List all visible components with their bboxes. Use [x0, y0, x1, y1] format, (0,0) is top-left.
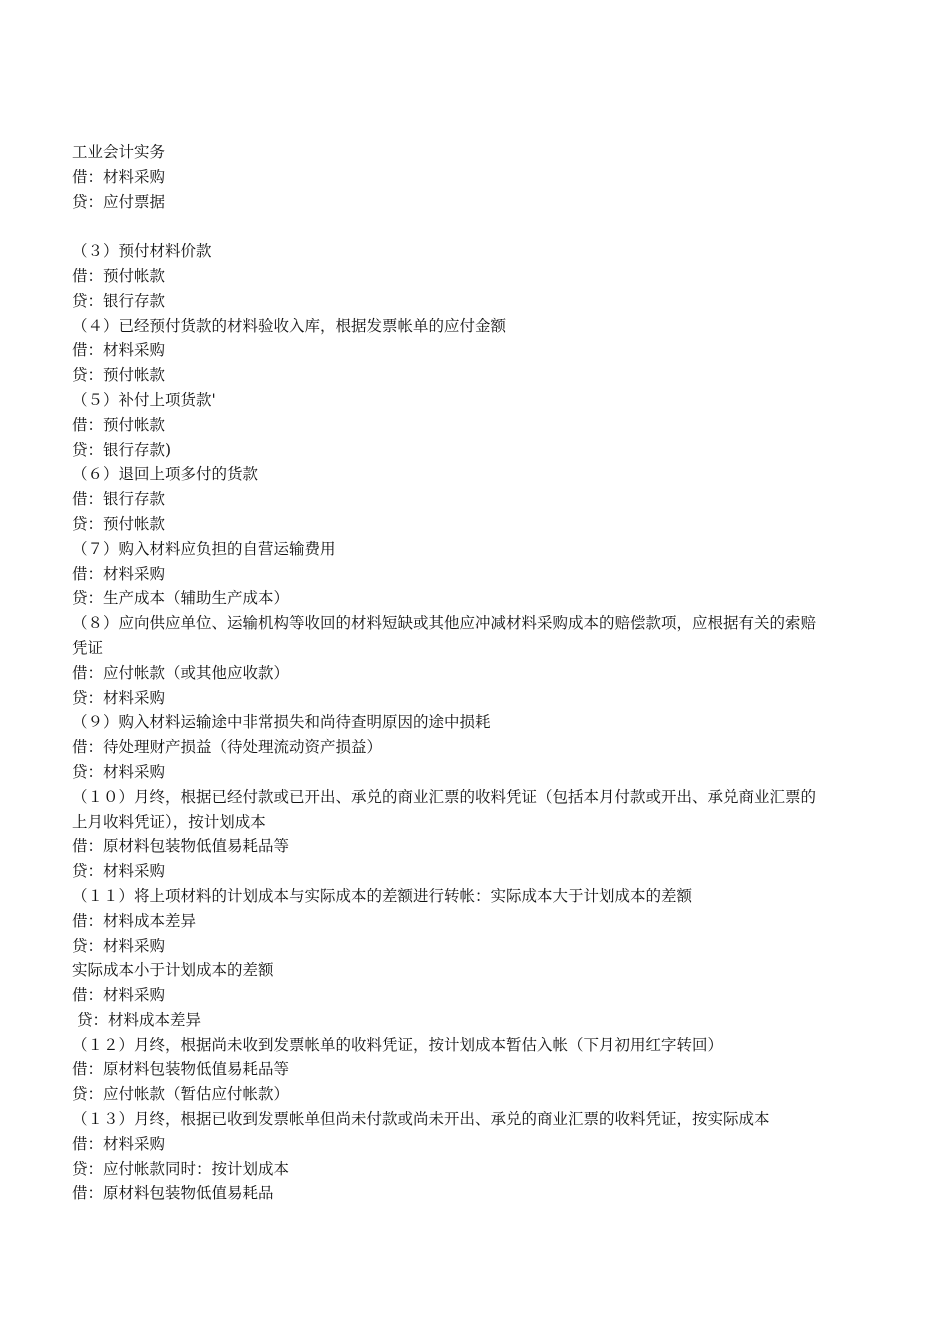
section-heading-continued: 上月收料凭证），按计划成本	[72, 812, 266, 831]
entry-line: 借：预付帐款	[72, 415, 166, 434]
entry-line: 借：原材料包装物低值易耗品	[72, 1184, 274, 1203]
document-title: 工业会计实务	[72, 143, 166, 161]
document-body	[72, 140, 892, 1206]
section-heading: （８）应向供应单位、运输机构等收回的材料短缺或其他应冲减材料采购成本的赔偿款项，应根据有关的索赔	[72, 614, 817, 633]
entry-line: 贷：应付帐款（暂估应付帐款）	[72, 1085, 290, 1104]
entry-line: 借：材料采购	[72, 167, 166, 186]
entry-line: 借：材料采购	[72, 986, 166, 1005]
entry-line: 贷：生产成本（辅助生产成本）	[72, 589, 290, 608]
entry-line: 贷：材料采购	[72, 862, 166, 881]
section-heading: （１１）将上项材料的计划成本与实际成本的差额进行转帐：实际成本大于计划成本的差额	[72, 886, 693, 905]
entry-line: 贷：预付帐款	[72, 366, 166, 385]
sub-heading: 实际成本小于计划成本的差额	[72, 961, 274, 980]
entry-line: 借：材料成本差异	[72, 911, 197, 930]
entry-line: 借：材料采购	[72, 1134, 166, 1153]
entry-line: 借：银行存款	[72, 490, 166, 509]
section-heading: （３）预付材料价款	[72, 242, 212, 261]
entry-line: 借：待处理财产损益（待处理流动资产损益）	[72, 738, 383, 757]
section-heading: （４）已经预付货款的材料验收入库，根据发票帐单的应付金额	[72, 316, 507, 335]
entry-line: 贷：银行存款	[72, 291, 166, 310]
section-heading: （７）购入材料应负担的自营运输费用	[72, 539, 336, 558]
entry-line: 借：材料采购	[72, 341, 166, 360]
section-heading: （１０）月终，根据已经付款或已开出、承兑的商业汇票的收料凭证（包括本月付款或开出、承兑商业汇票的	[72, 787, 817, 806]
section-heading: （１２）月终，根据尚未收到发票帐单的收料凭证，按计划成本暂估入帐（下月初用红字转回）	[72, 1035, 724, 1054]
entry-line: 借：预付帐款	[72, 266, 166, 285]
entry-line: 借：材料采购	[72, 564, 166, 583]
blank-line	[72, 214, 892, 239]
entry-line: 贷：材料成本差异	[72, 1010, 201, 1029]
entry-line: 贷：材料采购	[72, 688, 166, 707]
entry-line: 借：应付帐款（或其他应收款）	[72, 663, 290, 682]
entry-line: 贷：预付帐款	[72, 514, 166, 533]
entry-line: 贷：应付票据	[72, 192, 166, 211]
entry-line: 贷：材料采购	[72, 762, 166, 781]
entry-line: 借：原材料包装物低值易耗品等	[72, 837, 290, 856]
section-heading: （９）购入材料运输途中非常损失和尚待查明原因的途中损耗	[72, 713, 491, 732]
section-heading: （５）补付上项货款'	[72, 390, 216, 409]
entry-line: 借：原材料包装物低值易耗品等	[72, 1060, 290, 1079]
entry-line: 贷：应付帐款同时：按计划成本	[72, 1159, 290, 1178]
entry-line: 贷：材料采购	[72, 936, 166, 955]
section-heading: （６）退回上项多付的货款	[72, 465, 259, 484]
section-heading: （１３）月终，根据已收到发票帐单但尚未付款或尚未开出、承兑的商业汇票的收料凭证，按实际成本	[72, 1110, 770, 1129]
entry-line: 贷：银行存款)	[72, 440, 172, 459]
section-heading-continued: 凭证	[72, 638, 104, 657]
